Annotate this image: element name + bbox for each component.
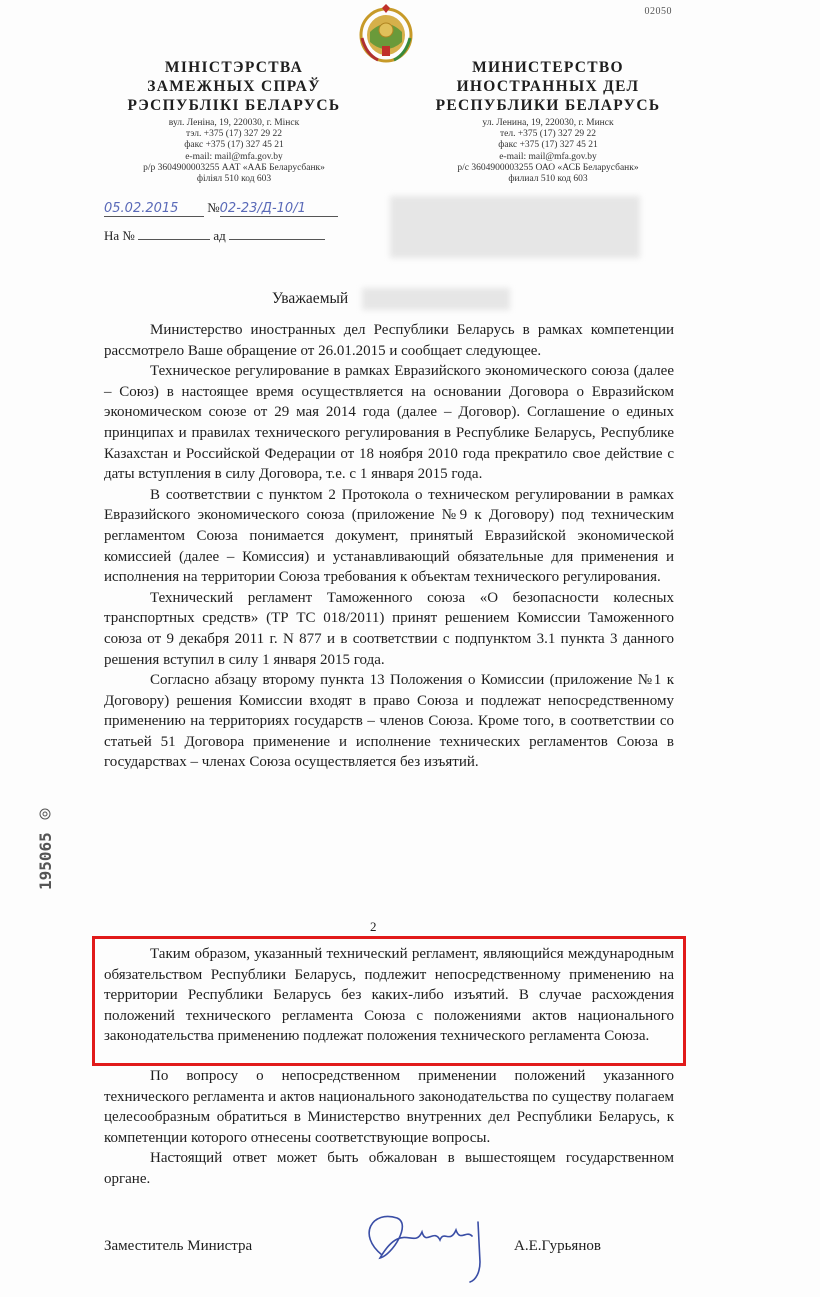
page-number: 2 [370,919,377,934]
letterhead-belarusian [104,58,364,185]
document-code: 02050 [644,6,672,17]
letterhead-ru-email: e-mail: mail@mfa.gov.by [499,151,597,162]
paragraph-4: Технический регламент Таможенного союза «О безопасности колесных транспортных средств» (ТР ТС 018/2011) принят решением Комиссии Таможенного союза от 9 декабря 2011 г. N 877 и в соответствии с подпунктом 3.1 пункта 3 данного решения вступил в силу 1 января 2015 года. [104,589,674,668]
signatory-title: Заместитель Министра [104,1238,253,1254]
letterhead-by-title-2: ЗАМЕЖНЫХ СПРАЎ [147,78,321,95]
side-registration-number [30,804,60,904]
registration-number: 02-23/Д-10/1 [220,201,338,217]
highlighted-paragraph-block [104,944,674,1047]
redacted-addressee-name [362,288,510,310]
letterhead-ru-info [418,118,678,185]
registration-date: 05.02.2015 [104,201,204,217]
letterhead-ru-title-2: ИНОСТРАННЫХ ДЕЛ [456,78,640,95]
reference-line [104,227,325,244]
registration-date-number [104,200,384,217]
paragraph-7: По вопросу о непосредственном применении положений указанного технического регламента и актов национального законодательства по существу полагаем целесообразным обратиться в Министерство внутренних дел Республики Беларусь, к компетенции которого отнесены соответствующие вопросы. [104,1068,674,1146]
letter-body-continued [104,1066,674,1190]
letterhead-ru-account: р/с 3604900003255 ОАО «АСБ Беларусбанк» [457,162,639,173]
letterhead-by-fax: факс +375 (17) 327 45 21 [184,140,284,151]
letterhead-ru-phone: тел. +375 (17) 327 29 22 [499,129,597,140]
paragraph-1: Министерство иностранных дел Республики Беларусь в рамках компетенции рассмотрело Ваше обращение от 26.01.2015 и сообщает следующее. [104,322,674,359]
letterhead-russian [418,58,678,185]
paragraph-8: Настоящий ответ может быть обжалован в вышестоящем государственном органе. [104,1150,674,1187]
highlighted-paragraph: Таким образом, указанный технический регламент, являющийся международным обязательством Республики Беларусь, подлежит непосредственному применению на территории Республики Беларусь без каких-либо изъятий. В случае расхождения положений технического регламента Союза с положениями актов национального законодательства применению подлежат положения технического регламента Союза. [104,946,674,1045]
state-emblem-icon [356,4,416,64]
reference-from-label: ад [213,228,226,243]
letterhead-by-title-1: МІНІСТЭРСТВА [164,59,304,76]
reference-number-blank [138,227,210,240]
signatory-name: А.Е.Гурьянов [514,1238,601,1254]
side-number-text: 195065 [36,832,55,890]
letterhead-by-email: e-mail: mail@mfa.gov.by [185,151,283,162]
letterhead-by-info [104,118,364,185]
letterhead-ru-address: ул. Ленина, 19, 220030, г. Минск [482,118,614,128]
signature-mark [352,1200,502,1285]
letterhead-by-phone: тэл. +375 (17) 327 29 22 [186,129,282,140]
reference-date-blank [229,227,325,240]
letterhead-ru-title-3: РЕСПУБЛИКИ БЕЛАРУСЬ [435,97,661,114]
letterhead-ru-branch: филиал 510 код 603 [508,174,588,185]
paragraph-3: В соответствии с пунктом 2 Протокола о техническом регулировании в рамках Евразийского экономического союза (приложение №9 к Договору) под техническим регламентом Союза понимается документ, принятый Евразийской экономической комиссией (далее – Комиссия) и устанавливающий обязательные для применения и исполнения на территории Союза требования к объектам технического регулирования. [104,486,674,586]
letterhead-ru-fax: факс +375 (17) 327 45 21 [498,140,598,151]
letterhead-by-branch: філіял 510 код 603 [196,174,272,185]
letterhead-by-account: р/р 3604900003255 ААТ «ААБ Беларусбанк» [143,162,325,173]
letterhead-by-title-3: РЭСПУБЛІКІ БЕЛАРУСЬ [127,97,341,114]
reference-on-label: На № [104,228,135,243]
letterhead-by-address: вул. Леніна, 19, 220030, г. Мінск [168,118,300,128]
paragraph-5: Согласно абзацу второму пункта 13 Положения о Комиссии (приложение №1 к Договору) решения Комиссии входят в право Союза и подлежат непосредственному применению на территориях государств – членов Союза. Кроме того, в соответствии со статьей 51 Договора применение и исполнение технических регламентов Союза в государствах – членах Союза осуществляется без изъятий. [104,672,674,771]
redacted-addressee [390,196,640,258]
salutation [272,290,348,308]
salutation-text: Уважаемый [272,290,349,307]
number-sign: № [207,200,220,215]
letterhead-ru-title-1: МИНИСТЕРСТВО [472,59,624,76]
letter-body [104,320,674,773]
paragraph-2: Техническое регулирование в рамках Евразийского экономического союза (далее – Союз) в настоящее время осуществляется на основании Договора о Евразийском экономическом союзе от 29 мая 2014 года (далее – Договор). Соглашение о единых принципах и правилах технического регулирования в Республике Беларусь, Республике Казахстан и Российской Федерации от 18 ноября 2010 года прекратило свое действие с даты вступления в силу Договора, т.е. с 1 января 2015 года. [104,363,674,483]
